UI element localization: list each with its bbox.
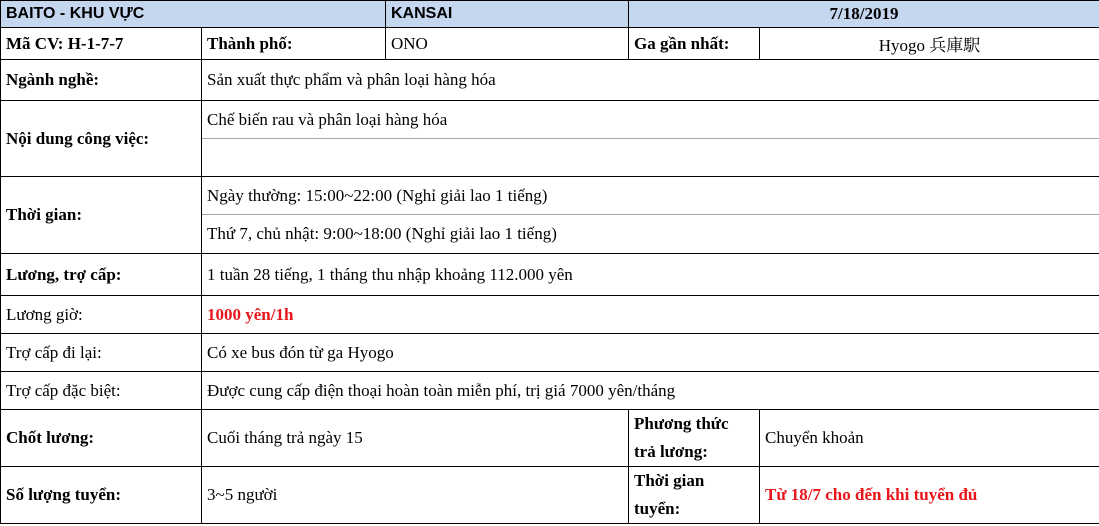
header-title: BAITO - KHU VỰC — [1, 1, 386, 28]
city-value: ONO — [386, 28, 629, 60]
quantity-value: 3~5 người — [202, 467, 629, 524]
special-value: Được cung cấp điện thoại hoàn toàn miễn phí, trị giá 7000 yên/tháng — [202, 372, 1099, 410]
industry-row — [1, 60, 1099, 101]
salary-label: Lương, trợ cấp: — [1, 254, 202, 296]
special-label: Trợ cấp đặc biệt: — [1, 372, 202, 410]
quantity-row — [1, 467, 1099, 524]
payday-value: Cuối tháng trả ngày 15 — [202, 410, 629, 467]
period-value: Từ 18/7 cho đến khi tuyển đủ — [760, 467, 1099, 524]
content-row-1 — [1, 101, 1099, 139]
header-region: KANSAI — [386, 1, 629, 28]
content-label: Nội dung công việc: — [1, 101, 202, 177]
header-row — [1, 1, 1099, 28]
special-row — [1, 372, 1099, 410]
payday-label: Chốt lương: — [1, 410, 202, 467]
content-value-2 — [202, 139, 1099, 177]
hourly-label: Lương giờ: — [1, 296, 202, 334]
transport-value: Có xe bus đón từ ga Hyogo — [202, 334, 1099, 372]
payday-row — [1, 410, 1099, 467]
hourly-row — [1, 296, 1099, 334]
industry-label: Ngành nghề: — [1, 60, 202, 101]
content-value-1: Chế biến rau và phân loại hàng hóa — [202, 101, 1099, 139]
time-row-1 — [1, 177, 1099, 215]
paymethod-value: Chuyển khoản — [760, 410, 1099, 467]
salary-row — [1, 254, 1099, 296]
transport-label: Trợ cấp đi lại: — [1, 334, 202, 372]
paymethod-label: Phương thức trả lương: — [629, 410, 760, 467]
job-code: Mã CV: H-1-7-7 — [1, 28, 202, 60]
period-label: Thời gian tuyển: — [629, 467, 760, 524]
quantity-label: Số lượng tuyển: — [1, 467, 202, 524]
industry-value: Sản xuất thực phẩm và phân loại hàng hóa — [202, 60, 1099, 101]
transport-row — [1, 334, 1099, 372]
time-weekend: Thứ 7, chủ nhật: 9:00~18:00 (Nghỉ giải lao 1 tiếng) — [202, 215, 1099, 254]
station-label: Ga gần nhất: — [629, 28, 760, 60]
header-date: 7/18/2019 — [629, 1, 1099, 28]
station-value: Hyogo 兵庫駅 — [760, 28, 1099, 60]
info-row — [1, 28, 1099, 60]
time-weekday: Ngày thường: 15:00~22:00 (Nghỉ giải lao 1 tiếng) — [202, 177, 1099, 215]
city-label: Thành phố: — [202, 28, 386, 60]
time-label: Thời gian: — [1, 177, 202, 254]
salary-value: 1 tuần 28 tiếng, 1 tháng thu nhập khoảng 112.000 yên — [202, 254, 1099, 296]
hourly-value: 1000 yên/1h — [202, 296, 1099, 334]
